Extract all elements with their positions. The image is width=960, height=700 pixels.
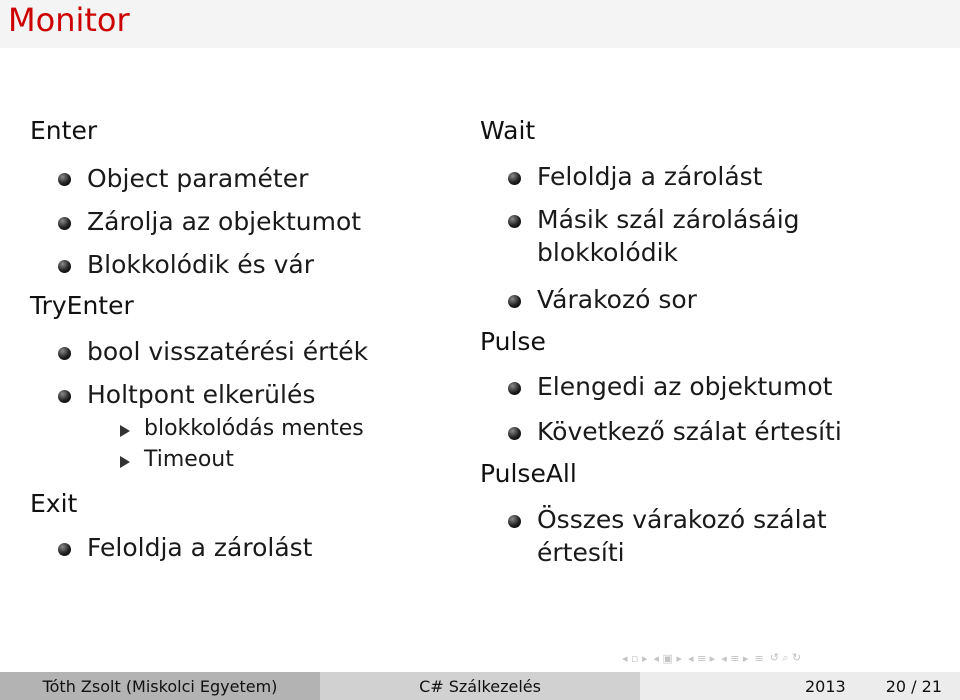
list-item: Holtpont elkerülés bbox=[87, 380, 316, 409]
bullet-icon bbox=[508, 382, 521, 395]
section-head-enter: Enter bbox=[30, 116, 98, 145]
section-head-exit: Exit bbox=[30, 489, 78, 518]
list-item: Összes várakozó szálat értesíti bbox=[537, 505, 827, 567]
triangle-bullet-icon bbox=[120, 425, 130, 437]
page-number: 20 / 21 bbox=[885, 676, 942, 696]
list-item: Következő szálat értesíti bbox=[537, 417, 842, 446]
bullet-icon bbox=[508, 515, 521, 528]
title-bar bbox=[0, 0, 960, 48]
footer-topic: C# Szálkezelés bbox=[320, 672, 640, 700]
footer-info bbox=[640, 672, 960, 700]
bullet-icon bbox=[508, 295, 521, 308]
footer-year: 2013 bbox=[805, 676, 846, 696]
bullet-icon bbox=[508, 172, 521, 185]
bullet-icon bbox=[58, 347, 71, 360]
section-head-tryenter: TryEnter bbox=[30, 291, 134, 320]
list-item: Másik szál zárolásáig blokkolódik bbox=[537, 205, 800, 267]
list-item: Feloldja a zárolást bbox=[87, 533, 313, 562]
bullet-icon bbox=[508, 427, 521, 440]
bullet-icon bbox=[58, 217, 71, 230]
list-item: bool visszatérési érték bbox=[87, 337, 369, 366]
section-head-pulseall: PulseAll bbox=[480, 459, 577, 488]
section-head-pulse: Pulse bbox=[480, 327, 546, 356]
bullet-icon bbox=[508, 215, 521, 228]
list-item: Object paraméter bbox=[87, 164, 309, 193]
list-item: Zárolja az objektumot bbox=[87, 207, 362, 236]
sub-list-item: blokkolódás mentes bbox=[144, 416, 364, 441]
nav-frame-icon[interactable]: ◂ ▣ ▸ bbox=[653, 651, 682, 665]
footer bbox=[0, 672, 960, 700]
nav-subsection-icon[interactable]: ◂ ≡ ▸ bbox=[687, 651, 716, 665]
navigation-bar bbox=[622, 650, 952, 666]
list-item: Blokkolódik és vár bbox=[87, 250, 314, 279]
list-item: Feloldja a zárolást bbox=[537, 162, 763, 191]
bullet-icon bbox=[58, 173, 71, 186]
list-item: Várakozó sor bbox=[537, 285, 697, 314]
triangle-bullet-icon bbox=[120, 456, 130, 468]
page-title: Monitor bbox=[8, 1, 130, 39]
section-head-wait: Wait bbox=[480, 116, 536, 145]
bullet-icon bbox=[58, 543, 71, 556]
nav-prev-icon[interactable]: ◂ ▫ ▸ bbox=[622, 651, 648, 665]
sub-list-item: Timeout bbox=[144, 447, 234, 472]
nav-section-icon[interactable]: ◂ ≡ ▸ bbox=[721, 651, 749, 665]
nav-menu-icon[interactable]: ≡ bbox=[754, 651, 764, 665]
list-item: Elengedi az objektumot bbox=[537, 372, 833, 401]
footer-author: Tóth Zsolt (Miskolci Egyetem) bbox=[0, 672, 320, 700]
nav-search-icon[interactable]: ↺ ⌕ ↻ bbox=[769, 651, 802, 664]
bullet-icon bbox=[58, 390, 71, 403]
bullet-icon bbox=[58, 260, 71, 273]
